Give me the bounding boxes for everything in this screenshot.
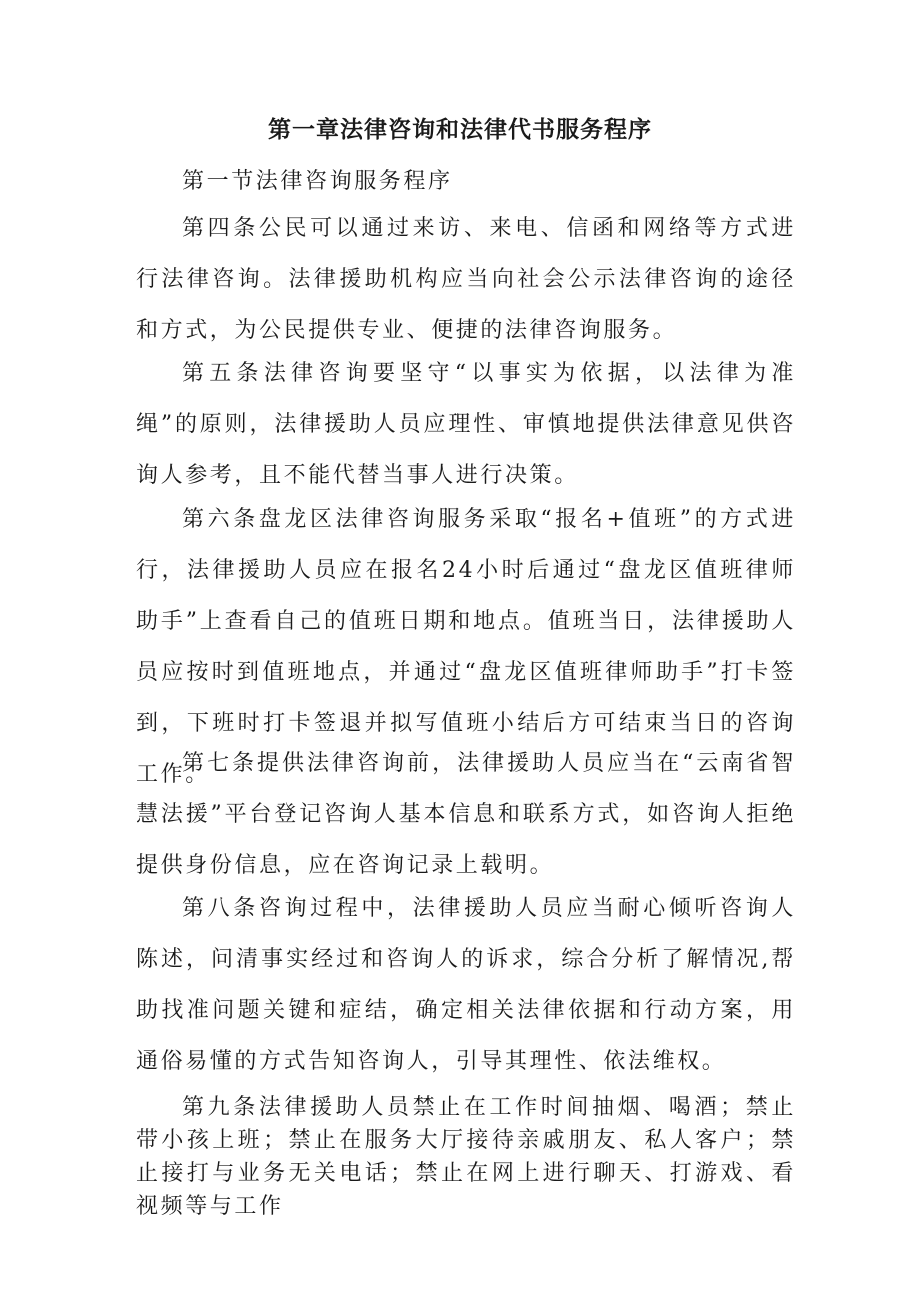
article-9-paragraph: 第九条法律援助人员禁止在工作时间抽烟、喝酒；禁止带小孩上班；禁止在服务大厅接待亲戚朋友、私人客户；禁止接打与业务无关电话；禁止在网上进行聊天、打游戏、看视频等与工作 — [136, 1095, 796, 1219]
article-8-paragraph: 第八条咨询过程中，法律援助人员应当耐心倾听咨询人陈述，问清事实经过和咨询人的诉求，综合分析了解情况,帮助找准问题关键和症结，确定相关法律依据和行动方案，用通俗易懂的方式告知咨询人，引导其理性、依法维权。 — [136, 896, 796, 1074]
article-5-paragraph: 第五条法律咨询要坚守“以事实为依据，以法律为准绳”的原则，法律援助人员应理性、审慎地提供法律意见供咨询人参考，且不能代替当事人进行决策。 — [136, 361, 796, 488]
article-4-paragraph: 第四条公民可以通过来访、来电、信函和网络等方式进行法律咨询。法律援助机构应当向社会公示法律咨询的途径和方式，为公民提供专业、便捷的法律咨询服务。 — [136, 216, 796, 343]
article-6-paragraph: 第六条盘龙区法律咨询服务采取“报名+值班”的方式进行，法律援助人员应在报名24小时后通过“盘龙区值班律师助手”上查看自己的值班日期和地点。值班当日，法律援助人员应按时到值班地点，并通过“盘龙区值班律师助手”打卡签到，下班时打卡签退并拟写值班小结后方可结束当日的咨询工作。 — [136, 507, 796, 787]
chapter-title: 第一章法律咨询和法律代书服务程序 — [268, 117, 652, 143]
article-7-paragraph: 第七条提供法律咨询前，法律援助人员应当在“云南省智慧法援”平台登记咨询人基本信息和联系方式，如咨询人拒绝提供身份信息，应在咨询记录上载明。 — [136, 751, 796, 878]
section-title: 第一节法律咨询服务程序 — [182, 169, 453, 194]
